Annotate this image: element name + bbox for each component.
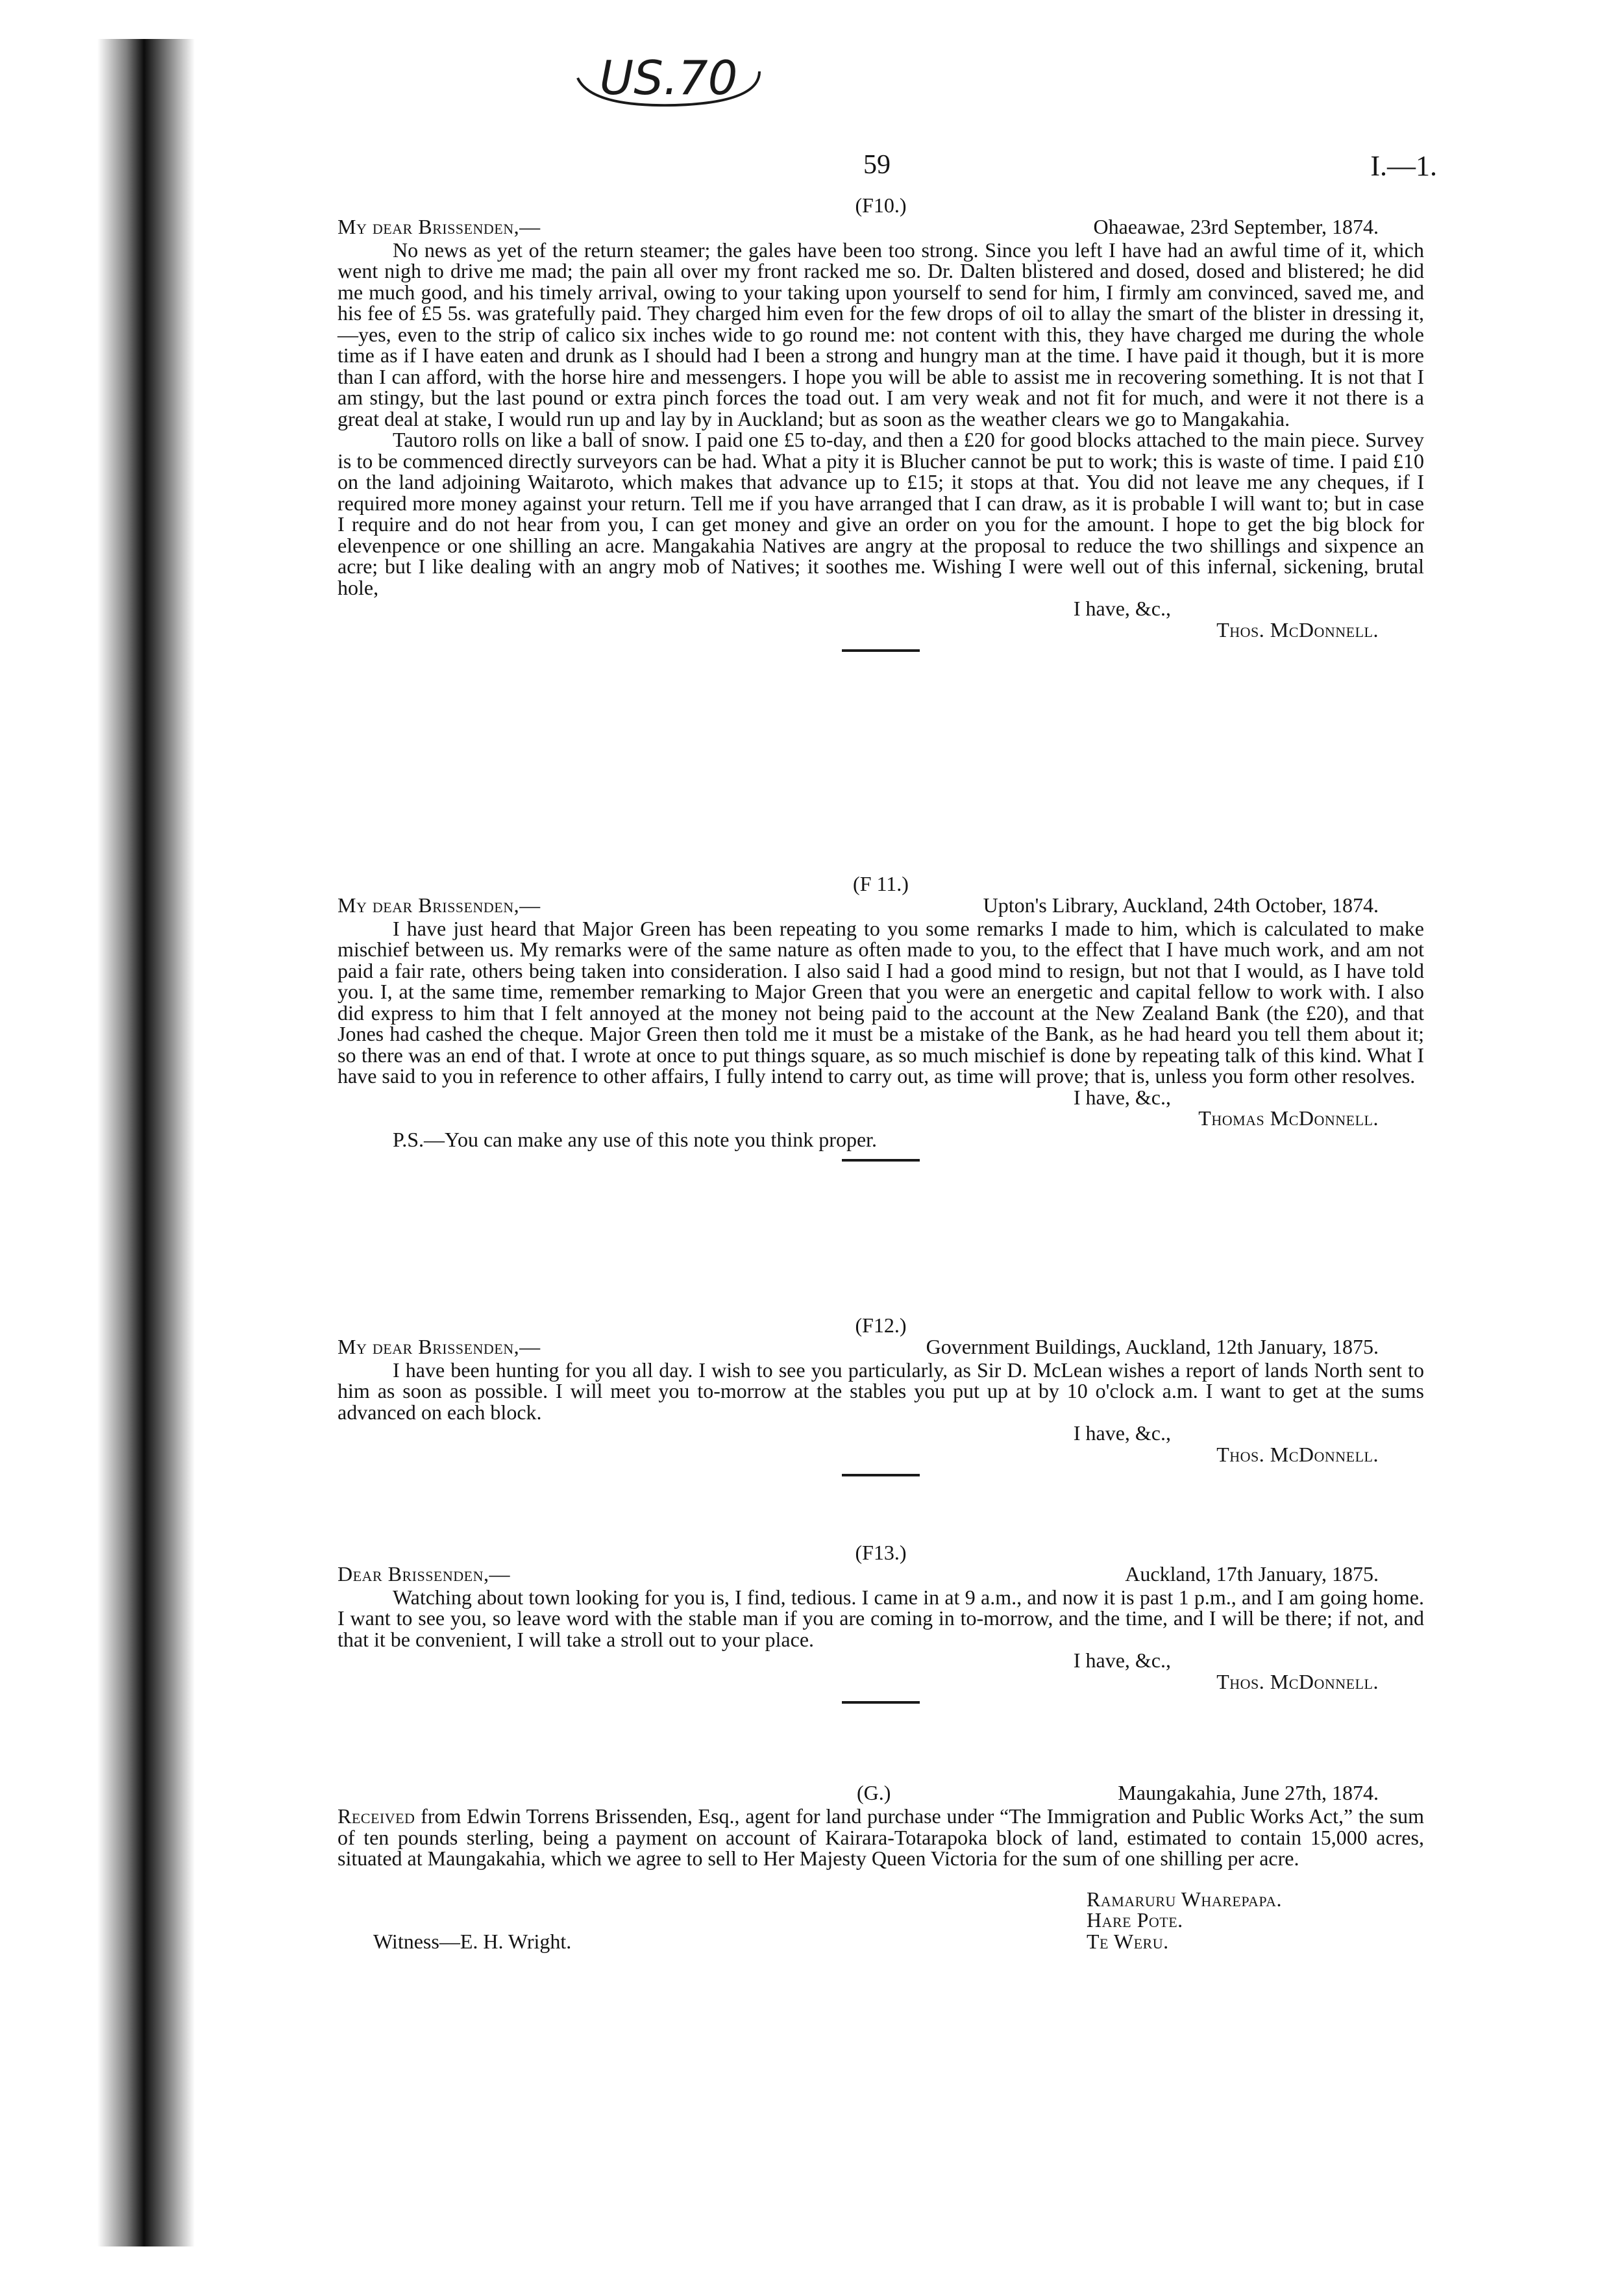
- handwritten-mark-text: US.70: [599, 51, 738, 105]
- receipt-heading: [338, 1782, 1424, 1806]
- letter-heading: [338, 1563, 1424, 1587]
- letter-paragraph: I have just heard that Major Green has been repeating to you some remarks I made to him, which is calculated to make mischief between us. My remarks were of the same nature as often made to you, to the effect that I have much work, and am not paid a fair rate, others being taken into consideration. I also said I had a good mind to resign, but not that I would, as I have told you. I, at the same time, remember remarking to Major Green that you were an energetic and capital fellow to work with. I also did express to him that I felt annoyed at the money not being paid to the account at the New Zealand Bank (the £20), and that Jones had cashed the cheque. Major Green then told me it must be a mistake of the Bank, as he had heard you tell them about it; so there was an end of that. I wrote at once to put things square, as so much mischief is done by repeating talk of this kind. What I have said to you in reference to other affairs, I fully intend to carry out, as time will prove; that is, unless you form other resolves.: [338, 916, 1424, 1088]
- section-identifier: I.—1.: [1370, 150, 1437, 182]
- section-divider: [842, 1474, 920, 1476]
- closing: I have, &c.,: [1073, 1421, 1171, 1445]
- salutation: My dear Brissenden,—: [338, 214, 541, 238]
- signature: Thos. McDonnell.: [1216, 1669, 1379, 1693]
- receipt-lead-word: Received: [338, 1804, 415, 1828]
- receipt-text: [338, 1806, 1424, 1869]
- dateline: Upton's Library, Auckland, 24th October, 1874.: [983, 893, 1379, 917]
- page-number: 59: [863, 150, 891, 180]
- receipt-id: (G.): [857, 1781, 891, 1804]
- letter-id: (F 11.): [853, 872, 909, 895]
- letter-paragraph: No news as yet of the return steamer; the gales have been too strong. Since you left I have had an awful time of it, which went nigh to drive me mad; the pain all over my front racked me so. Dr. Dalten blistered and dosed, dosed and blistered; he did me much good, and his timely arrival, owing to your taking upon yourself to send for him, I firmly am convinced, saved me, and his fee of £5 5s. was gratefully paid. They charged him even for the few drops of oil to allay the smart of the blister in dressing it,—yes, even to the strip of calico six inches wide to go round me: not content with this, they have charged me during the whole time as if I have eaten and drunk as I should had I been a strong and hungry man at the time. I have paid it though, but it is more than I can afford, with the horse hire and messengers. I hope you will be able to assist me in recovering something. It is not that I am stingy, but the last pound or extra pinch forces the toad out. I am very weak and not fit for much, and were it not there is a great deal at stake, I would run up and lay by in Auckland; but as soon as the weather clears we go to Mangakahia.: [338, 238, 1424, 430]
- handwritten-reference-mark: [565, 45, 772, 110]
- witness: Witness—E. H. Wright.: [373, 1929, 572, 1953]
- letter-f10: [338, 195, 1424, 664]
- closing: I have, &c.,: [1073, 1649, 1171, 1672]
- letter-f11: [338, 873, 1424, 1173]
- binding-shadow: [97, 39, 195, 2246]
- letter-f13: [338, 1542, 1424, 1715]
- letter-heading: [338, 1336, 1424, 1360]
- section-divider: [842, 1701, 920, 1704]
- dateline: Auckland, 17th January, 1875.: [1125, 1562, 1379, 1586]
- salutation: My dear Brissenden,—: [338, 1334, 541, 1358]
- letter-paragraph: Tautoro rolls on like a ball of snow. I paid one £5 to-day, and then a £20 for good blocks attached to the main piece. Survey is to be commenced directly surveyors can be had. What a pity it is Blucher cannot be put to work; this is waste of time. I paid £10 on the land adjoining Waitaroto, which makes that advance up to £15; it stops at that. You did not leave me any cheques, if I required more money against your return. Tell me if you have arranged that I can draw, as it is probable I will want to; but in case I require and do not hear from you, I can get money and give an order on you for the amount. I hope to get the big block for elevenpence or one shilling an acre. Mangakahia Natives are angry at the proposal to reduce the two shillings and sixpence an acre; but I like dealing with an angry mob of Natives; it soothes me. Wishing I were well out of this infernal, sickening, brutal hole,: [338, 428, 1424, 599]
- signature: Thomas McDonnell.: [1198, 1106, 1379, 1130]
- letter-id: (F13.): [855, 1541, 907, 1564]
- letter-f12: [338, 1315, 1424, 1488]
- closing: I have, &c.,: [1073, 1085, 1171, 1109]
- letter-paragraph: Watching about town looking for you is, I find, tedious. I came in at 9 a.m., and now it is past 1 p.m., and I am going home. I want to see you, so leave word with the stable man if you are coming in to-morrow, and the time, and I will be there; if not, and that it be convenient, I will take a stroll out to your place.: [338, 1585, 1424, 1651]
- signatory: Te Weru.: [1087, 1929, 1169, 1953]
- letter-id: (F12.): [855, 1313, 907, 1337]
- letter-heading: [338, 895, 1424, 918]
- receipt-g: [338, 1782, 1424, 1952]
- signatory: Hare Pote.: [1087, 1908, 1183, 1932]
- postscript: P.S.—You can make any use of this note you think proper.: [393, 1127, 878, 1151]
- dateline: Ohaeawae, 23rd September, 1874.: [1093, 214, 1379, 238]
- section-divider: [842, 649, 920, 652]
- letter-paragraph: I have been hunting for you all day. I wish to see you particularly, as Sir D. McLean wishes a report of lands North sent to him as soon as possible. I will meet you to-morrow at the stables you put up at by 10 o'clock a.m. I want to get at the sums advanced on each block.: [338, 1358, 1424, 1424]
- dateline: Government Buildings, Auckland, 12th January, 1875.: [926, 1334, 1379, 1358]
- signature: Thos. McDonnell.: [1216, 617, 1379, 641]
- signatory: Ramaruru Wharepapa.: [1087, 1887, 1283, 1911]
- circled-mark-stroke: [565, 45, 772, 110]
- closing: I have, &c.,: [1073, 597, 1171, 620]
- letter-id: (F10.): [855, 193, 907, 217]
- receipt-signatures: [338, 1889, 1424, 1952]
- dateline: Maungakahia, June 27th, 1874.: [1118, 1781, 1379, 1804]
- receipt-body: from Edwin Torrens Brissenden, Esq., agent for land purchase under “The Immigration and Public Works Act,” the sum of ten pounds sterling, being a payment on account of Kairara-Totarapoka block of land, estimated to contain 15,000 acres, situated at Maungakahia, which we agree to sell to Her Majesty Queen Victoria for the sum of one shilling per acre.: [338, 1804, 1424, 1870]
- salutation: Dear Brissenden,—: [338, 1562, 510, 1586]
- salutation: My dear Brissenden,—: [338, 893, 541, 917]
- signatory-list: [1087, 1889, 1424, 1952]
- signature: Thos. McDonnell.: [1216, 1442, 1379, 1466]
- section-divider: [842, 1159, 920, 1162]
- letter-heading: [338, 216, 1424, 240]
